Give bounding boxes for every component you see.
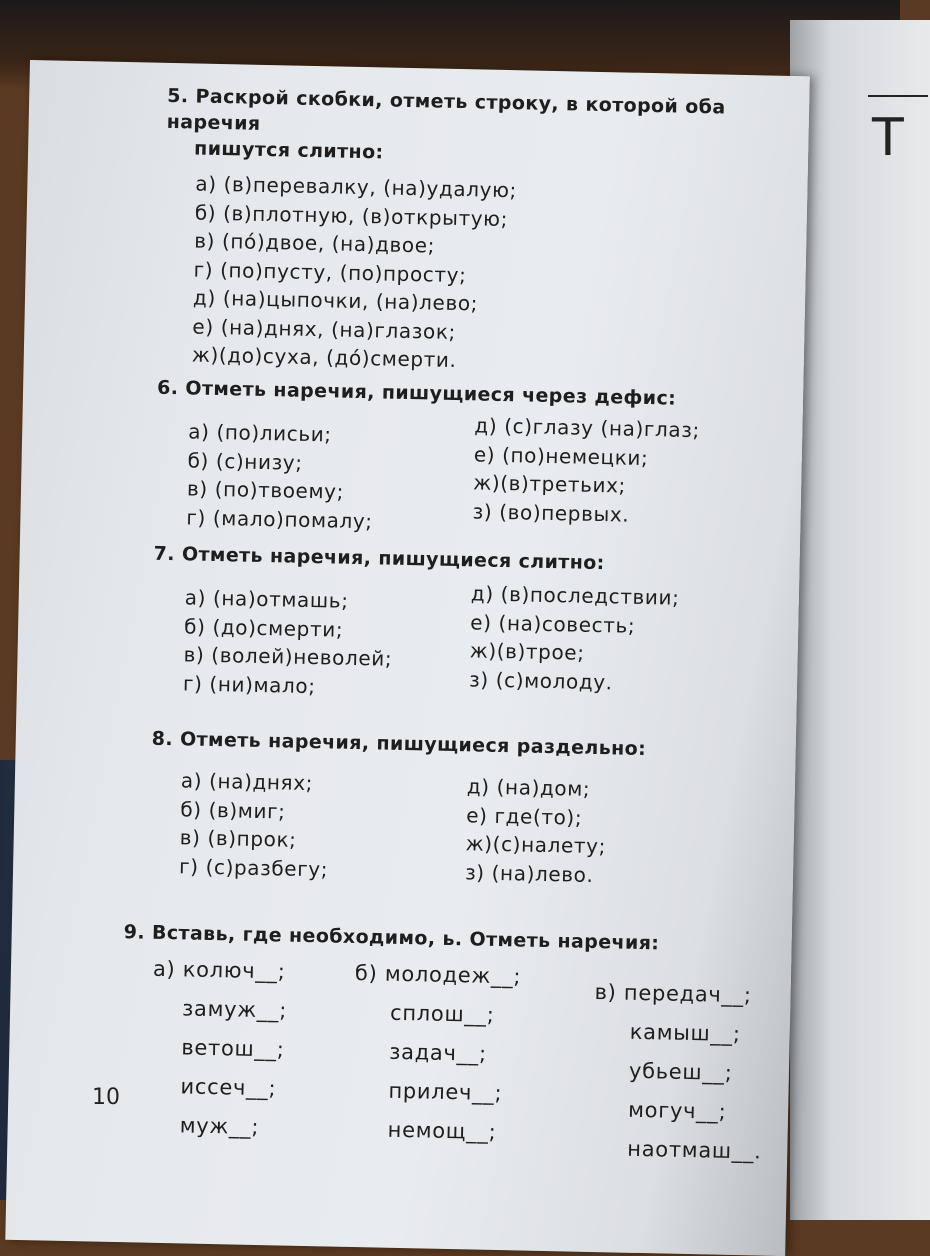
option-item[interactable]: е) (по)немецки; — [473, 441, 649, 470]
task-title-text: Отметь наречия, пишущиеся через дефис: — [185, 377, 677, 410]
option-item[interactable]: б) (до)смерти; — [183, 613, 344, 642]
option-item[interactable]: г) (ни)мало; — [182, 670, 316, 698]
option-item[interactable]: д) (в)последствии; — [470, 581, 680, 610]
option-row[interactable]: б) (в)плотную, (в)открытую; — [194, 199, 509, 231]
option-row[interactable]: д) (на)цыпочки, (на)лево; — [192, 285, 479, 316]
task-title-line-1: Раскрой скобки, отметь строку, в которой оба наречия — [166, 85, 726, 135]
task-title-text: Отметь наречия, пишущиеся слитно: — [181, 543, 605, 575]
word-item[interactable]: сплош__; — [389, 1000, 495, 1027]
option-item[interactable]: ж)(в)третьих; — [473, 470, 627, 498]
task-number: 6. — [156, 376, 179, 400]
option-item[interactable]: г) (мало)помалу; — [186, 504, 373, 533]
word-item[interactable]: муж__; — [179, 1113, 260, 1140]
option-item[interactable]: б) (в)миг; — [180, 796, 286, 824]
word-item[interactable]: б) молодеж__; — [354, 961, 522, 989]
option-item[interactable]: д) (на)дом; — [466, 774, 591, 801]
task-5 — [162, 83, 778, 381]
word-item[interactable]: замуж__; — [181, 996, 288, 1023]
word-item[interactable]: камыш__; — [629, 1019, 741, 1047]
words-column-c — [591, 973, 765, 1172]
word-item[interactable]: в) передач__; — [594, 980, 752, 1008]
words-column-a — [149, 950, 288, 1148]
option-item[interactable]: г) (с)разбегу; — [178, 853, 329, 881]
option-row[interactable]: е) (на)днях, (на)глазок; — [192, 313, 457, 344]
task-title — [152, 726, 762, 765]
task-title — [157, 375, 767, 414]
page-number: 10 — [92, 1085, 120, 1110]
option-item[interactable]: з) (с)молоду. — [468, 666, 613, 694]
option-item[interactable]: ж)(в)трое; — [469, 638, 585, 665]
task-number: 9. — [123, 921, 146, 944]
option-item[interactable]: б) (с)низу; — [187, 447, 303, 475]
task-9 — [119, 919, 774, 1173]
task-number: 7. — [153, 542, 176, 566]
option-row[interactable]: а) (в)перевалку, (на)удалую; — [195, 171, 518, 203]
option-item[interactable]: в) (волей)неволей; — [183, 642, 393, 671]
options-left-column — [186, 417, 375, 535]
word-item[interactable]: немощ__; — [387, 1117, 497, 1145]
task-7 — [150, 541, 763, 724]
options-right-column — [472, 411, 700, 530]
workbook-page — [5, 60, 810, 1256]
task-8 — [149, 726, 762, 909]
option-item[interactable]: е) где(то); — [466, 802, 583, 830]
task-title-text: Вставь, где необходимо, ь. Отметь наречия: — [151, 921, 660, 955]
options-left-column — [183, 583, 394, 701]
option-item[interactable]: в) (в)прок; — [179, 825, 297, 852]
words-column-b — [351, 954, 521, 1152]
task-number: 5. — [167, 84, 189, 108]
task-title-line-2: пишутся слитно: — [193, 137, 384, 164]
option-item[interactable]: д) (с)глазу (на)глаз; — [474, 413, 701, 443]
option-item[interactable]: е) (на)совесть; — [470, 609, 636, 638]
task-number: 8. — [151, 727, 174, 751]
option-row[interactable]: ж)(до)суха, (до́)смерти. — [191, 342, 457, 372]
word-item[interactable]: задач__; — [389, 1039, 488, 1066]
option-row[interactable]: г) (по)пусту, (по)просту; — [193, 256, 467, 287]
option-item[interactable]: а) (на)отмашь; — [184, 585, 349, 613]
option-item[interactable]: в) (по)твоему; — [186, 476, 345, 504]
option-item[interactable]: а) (на)днях; — [180, 768, 314, 796]
page-content — [5, 60, 810, 1256]
word-item[interactable]: прилеч__; — [388, 1078, 503, 1106]
word-item[interactable]: а) колюч__; — [152, 956, 286, 984]
option-item[interactable]: з) (на)лево. — [464, 859, 594, 887]
option-item[interactable]: а) (по)лисьи; — [188, 419, 332, 447]
header-rule — [868, 95, 928, 97]
word-item[interactable]: ветош__; — [181, 1035, 285, 1062]
options-left-column — [179, 766, 330, 883]
next-page-edge — [790, 20, 930, 1220]
word-item[interactable]: убьеш__; — [628, 1058, 733, 1085]
options-right-column — [465, 772, 608, 889]
word-item[interactable]: иссеч__; — [180, 1074, 277, 1101]
task-6 — [154, 375, 767, 558]
next-page-letter: Т — [872, 108, 904, 168]
word-item[interactable]: наотмаш__. — [627, 1136, 762, 1164]
option-item[interactable]: ж)(с)налету; — [465, 831, 607, 859]
word-item[interactable]: могуч__; — [627, 1097, 727, 1124]
option-row[interactable]: в) (по́)двое, (на)двое; — [194, 228, 436, 258]
option-item[interactable]: з) (во)первых. — [472, 498, 630, 527]
options-right-column — [469, 579, 680, 697]
task-title-text: Отметь наречия, пишущиеся раздельно: — [179, 728, 647, 761]
